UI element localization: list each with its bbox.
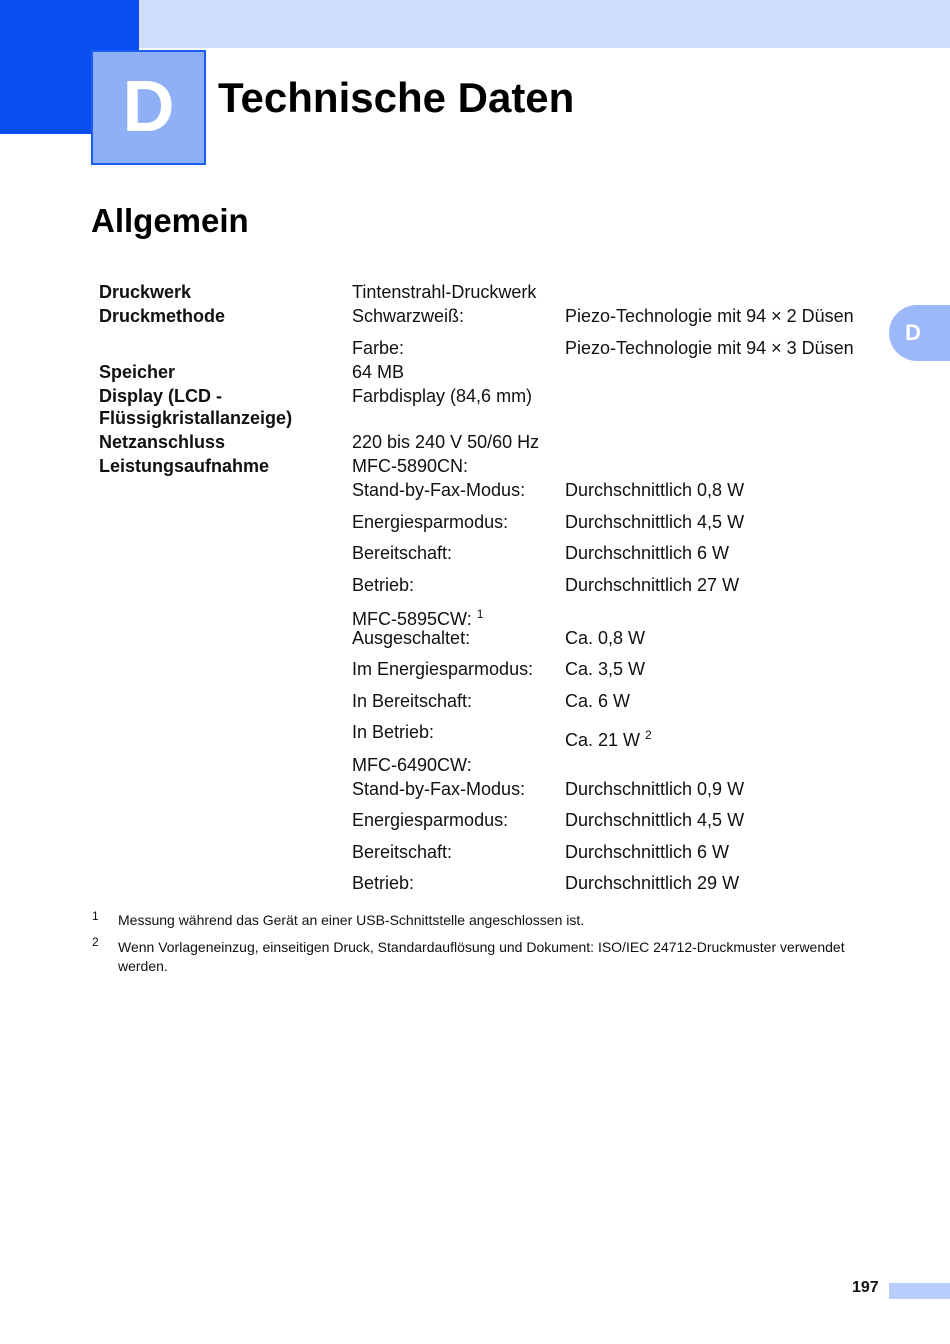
spec-sub-value: Piezo-Technologie mit 94 × 3 Düsen (565, 338, 854, 358)
spec-sub-label: Farbe: (352, 338, 405, 358)
power-mode-label: Energiesparmodus: (352, 810, 509, 830)
spec-label-netzanschluss: Netzanschluss (99, 432, 226, 452)
model-name-text: MFC-5895CW: (352, 609, 472, 629)
header-band (139, 0, 950, 48)
power-mode-value: Durchschnittlich 6 W (565, 842, 730, 862)
power-mode-value: Durchschnittlich 4,5 W (565, 512, 745, 532)
spec-label-display-cont: Flüssigkristallanzeige) (99, 408, 293, 428)
footnote-number: 2 (92, 935, 99, 949)
footnote-number: 1 (92, 909, 99, 923)
spec-value-netzanschluss: 220 bis 240 V 50/60 Hz (352, 432, 540, 452)
power-mode-value: Ca. 0,8 W (565, 628, 646, 648)
chapter-title: Technische Daten (218, 74, 575, 121)
model-name (352, 603, 483, 630)
spec-label-display: Display (LCD - (99, 386, 223, 406)
footnote-ref: 2 (645, 728, 652, 742)
power-mode-value-text: Ca. 21 W (565, 730, 641, 750)
power-mode-label: In Betrieb: (352, 722, 435, 742)
spec-sub-label: Schwarzweiß: (352, 306, 465, 326)
power-mode-value: Durchschnittlich 0,9 W (565, 779, 745, 799)
power-mode-label: Im Energiesparmodus: (352, 659, 534, 679)
chapter-letter-box: D (91, 50, 206, 165)
power-mode-value: Durchschnittlich 6 W (565, 543, 730, 563)
power-mode-value (565, 724, 652, 751)
power-mode-label: Ausgeschaltet: (352, 628, 471, 648)
power-mode-value: Durchschnittlich 27 W (565, 575, 740, 595)
power-mode-label: In Bereitschaft: (352, 691, 473, 711)
spec-label-speicher: Speicher (99, 362, 176, 382)
power-mode-label: Betrieb: (352, 575, 415, 595)
spec-sub-value: Piezo-Technologie mit 94 × 2 Düsen (565, 306, 854, 326)
power-mode-label: Betrieb: (352, 873, 415, 893)
spec-value-speicher: 64 MB (352, 362, 405, 382)
page-number: 197 (852, 1279, 879, 1296)
spec-label-druckmethode: Druckmethode (99, 306, 226, 326)
power-mode-label: Stand-by-Fax-Modus: (352, 779, 526, 799)
power-mode-label: Energiesparmodus: (352, 512, 509, 532)
power-mode-value: Ca. 6 W (565, 691, 631, 711)
power-mode-label: Stand-by-Fax-Modus: (352, 480, 526, 500)
power-mode-value: Durchschnittlich 4,5 W (565, 810, 745, 830)
power-mode-value: Durchschnittlich 29 W (565, 873, 740, 893)
power-mode-label: Bereitschaft: (352, 842, 453, 862)
spec-label-druckwerk: Druckwerk (99, 282, 192, 302)
chapter-side-tab: D (889, 305, 950, 361)
power-mode-label: Bereitschaft: (352, 543, 453, 563)
footnote-text: Wenn Vorlageneinzug, einseitigen Druck, Standardauflösung und Dokument: ISO/IEC 24712-Druckmuster verwendet werden. (118, 939, 845, 974)
power-mode-value: Durchschnittlich 0,8 W (565, 480, 745, 500)
footnote-text: Messung während das Gerät an einer USB-Schnittstelle angeschlossen ist. (118, 912, 585, 928)
spec-label-leistungsaufnahme: Leistungsaufnahme (99, 456, 270, 476)
page-number-bar (889, 1283, 950, 1299)
model-name: MFC-5890CN: (352, 456, 469, 476)
spec-value-display: Farbdisplay (84,6 mm) (352, 386, 533, 406)
section-heading: Allgemein (91, 202, 249, 239)
model-name: MFC-6490CW: (352, 755, 472, 775)
footnote-ref: 1 (476, 607, 484, 621)
power-mode-value: Ca. 3,5 W (565, 659, 646, 679)
spec-value-druckwerk: Tintenstrahl-Druckwerk (352, 282, 537, 302)
